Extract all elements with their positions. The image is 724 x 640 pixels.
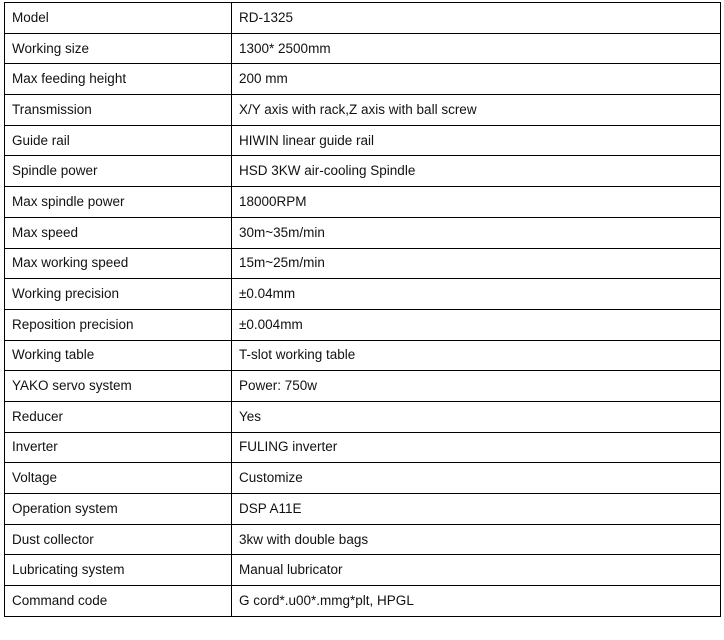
spec-value-cell: Customize [232, 463, 721, 494]
spec-key-cell: Max working speed [5, 248, 232, 279]
spec-value-cell: ±0.04mm [232, 279, 721, 310]
spec-value-cell: HIWIN linear guide rail [232, 125, 721, 156]
spec-key-cell: Reducer [5, 401, 232, 432]
spec-table [4, 2, 721, 617]
table-row [5, 64, 721, 95]
spec-value-cell: 30m~35m/min [232, 217, 721, 248]
table-row [5, 95, 721, 126]
table-row [5, 494, 721, 525]
table-row [5, 33, 721, 64]
spec-key-cell: Working precision [5, 279, 232, 310]
table-row [5, 217, 721, 248]
table-row [5, 279, 721, 310]
spec-key-cell: Command code [5, 586, 232, 617]
table-row [5, 3, 721, 34]
spec-key-cell: Inverter [5, 432, 232, 463]
table-row [5, 401, 721, 432]
spec-value-cell: Power: 750w [232, 371, 721, 402]
table-row [5, 432, 721, 463]
spec-key-cell: Dust collector [5, 524, 232, 555]
spec-value-cell: HSD 3KW air-cooling Spindle [232, 156, 721, 187]
table-row [5, 248, 721, 279]
table-row [5, 340, 721, 371]
spec-key-cell: Max feeding height [5, 64, 232, 95]
spec-value-cell: ±0.004mm [232, 309, 721, 340]
spec-key-cell: Spindle power [5, 156, 232, 187]
table-row [5, 463, 721, 494]
spec-key-cell: Operation system [5, 494, 232, 525]
table-row [5, 371, 721, 402]
spec-value-cell: T-slot working table [232, 340, 721, 371]
spec-key-cell: Reposition precision [5, 309, 232, 340]
spec-value-cell: 18000RPM [232, 187, 721, 218]
spec-value-cell: Manual lubricator [232, 555, 721, 586]
spec-table-body [5, 3, 721, 617]
spec-value-cell: Yes [232, 401, 721, 432]
spec-value-cell: 1300* 2500mm [232, 33, 721, 64]
table-row [5, 156, 721, 187]
spec-key-cell: Lubricating system [5, 555, 232, 586]
table-row [5, 187, 721, 218]
spec-value-cell: RD-1325 [232, 3, 721, 34]
spec-key-cell: Max spindle power [5, 187, 232, 218]
spec-value-cell: G cord*.u00*.mmg*plt, HPGL [232, 586, 721, 617]
spec-value-cell: 3kw with double bags [232, 524, 721, 555]
spec-key-cell: Max speed [5, 217, 232, 248]
spec-key-cell: Working table [5, 340, 232, 371]
table-row [5, 524, 721, 555]
table-row [5, 309, 721, 340]
spec-value-cell: DSP A11E [232, 494, 721, 525]
spec-key-cell: Working size [5, 33, 232, 64]
spec-key-cell: Guide rail [5, 125, 232, 156]
spec-key-cell: Model [5, 3, 232, 34]
spec-key-cell: Voltage [5, 463, 232, 494]
table-row [5, 586, 721, 617]
spec-value-cell: FULING inverter [232, 432, 721, 463]
spec-key-cell: YAKO servo system [5, 371, 232, 402]
table-row [5, 125, 721, 156]
table-row [5, 555, 721, 586]
spec-value-cell: 200 mm [232, 64, 721, 95]
spec-value-cell: X/Y axis with rack,Z axis with ball screw [232, 95, 721, 126]
spec-key-cell: Transmission [5, 95, 232, 126]
spec-value-cell: 15m~25m/min [232, 248, 721, 279]
